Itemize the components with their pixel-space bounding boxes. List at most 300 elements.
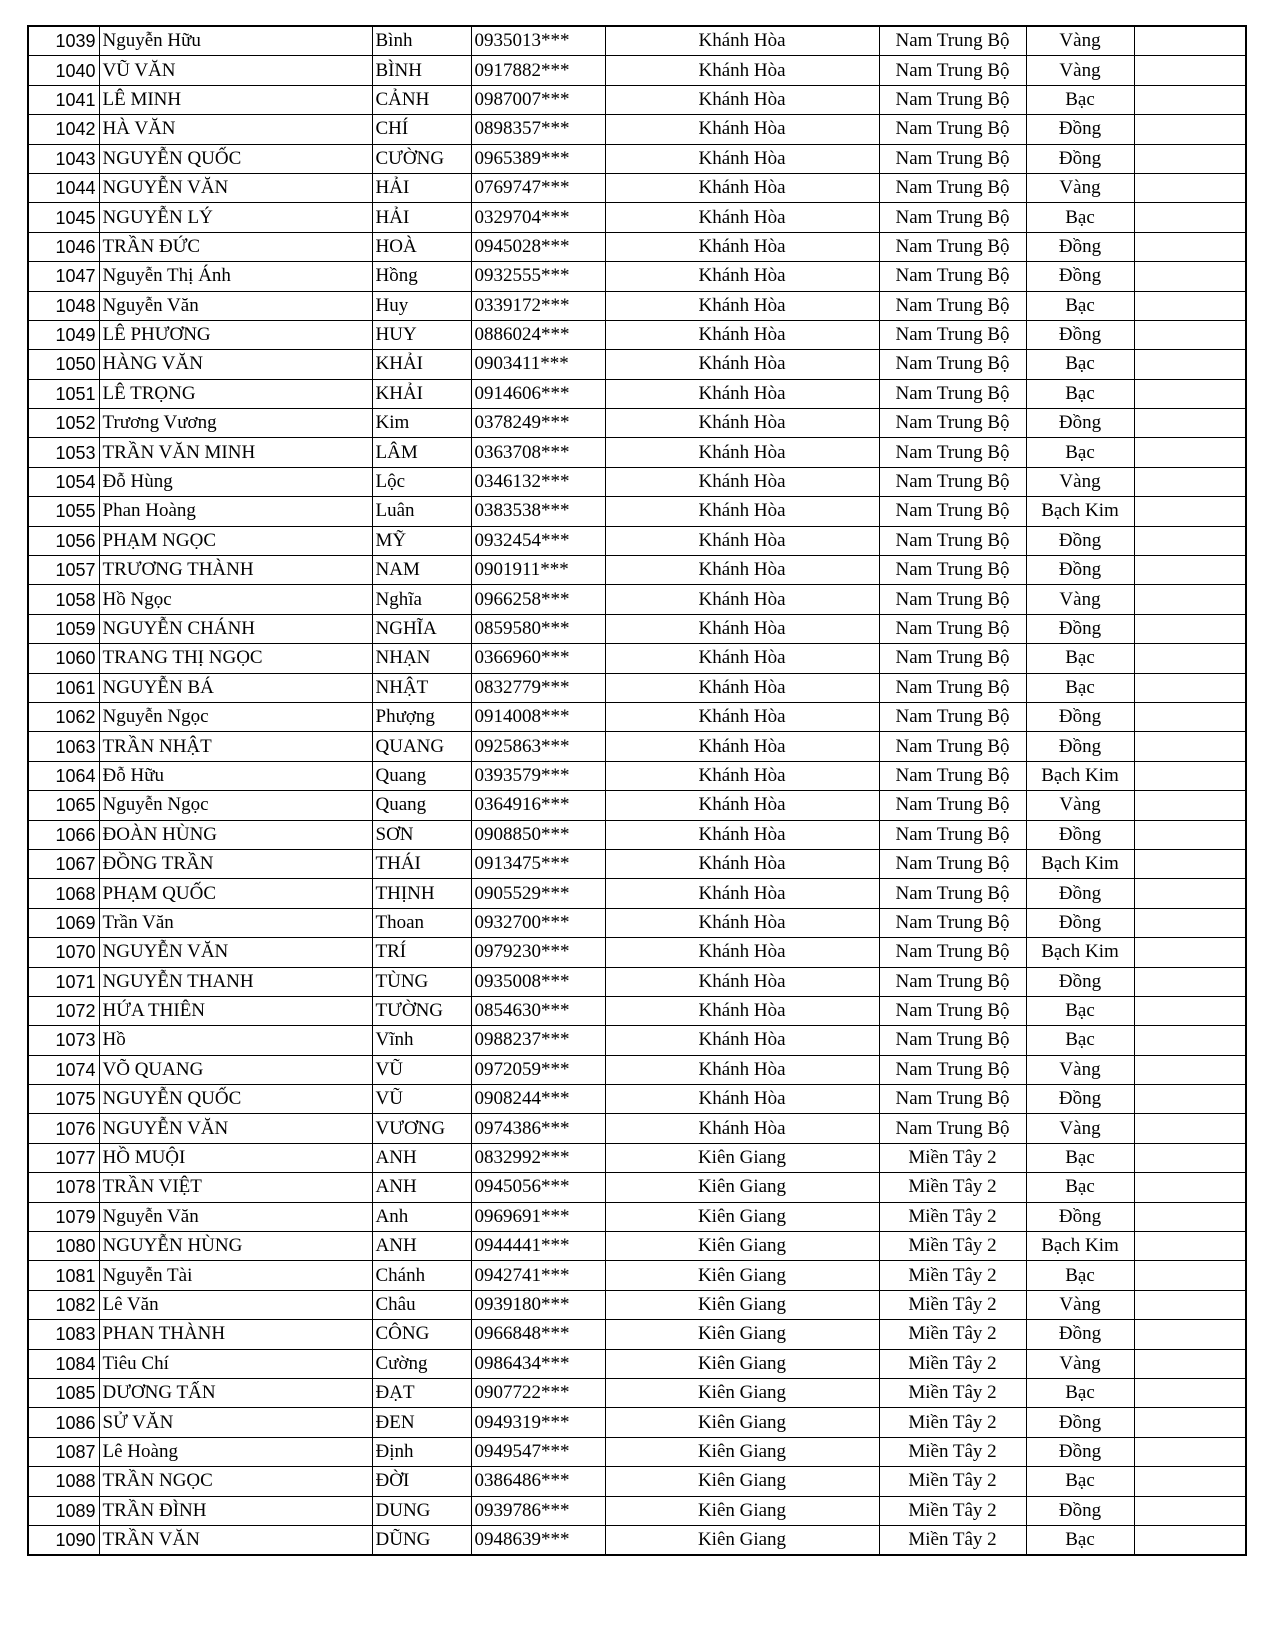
given-name: Phượng	[372, 702, 471, 731]
phone-number: 0949319***	[471, 1408, 605, 1437]
region: Miền Tây 2	[879, 1202, 1026, 1231]
table-row	[28, 879, 1246, 908]
row-number: 1072	[28, 996, 99, 1025]
province: Kiên Giang	[605, 1290, 879, 1319]
region: Nam Trung Bộ	[879, 879, 1026, 908]
tier: Vàng	[1026, 1114, 1134, 1143]
family-middle-name: HÀ VĂN	[99, 115, 372, 144]
phone-number: 0935008***	[471, 967, 605, 996]
province: Khánh Hòa	[605, 585, 879, 614]
province: Kiên Giang	[605, 1437, 879, 1466]
table-row	[28, 1408, 1246, 1437]
table-row	[28, 115, 1246, 144]
row-number: 1081	[28, 1261, 99, 1290]
table-row	[28, 409, 1246, 438]
table-row	[28, 438, 1246, 467]
province: Khánh Hòa	[605, 1055, 879, 1084]
region: Nam Trung Bộ	[879, 526, 1026, 555]
family-middle-name: Nguyễn Văn	[99, 1202, 372, 1231]
row-number: 1055	[28, 497, 99, 526]
note-cell	[1134, 1437, 1246, 1466]
family-middle-name: PHẠM NGỌC	[99, 526, 372, 555]
tier: Vàng	[1026, 1290, 1134, 1319]
given-name: Hồng	[372, 262, 471, 291]
row-number: 1053	[28, 438, 99, 467]
province: Kiên Giang	[605, 1525, 879, 1555]
note-cell	[1134, 1320, 1246, 1349]
note-cell	[1134, 996, 1246, 1025]
family-middle-name: NGUYỄN VĂN	[99, 1114, 372, 1143]
table-row	[28, 967, 1246, 996]
family-middle-name: DƯƠNG TẤN	[99, 1378, 372, 1407]
row-number: 1065	[28, 791, 99, 820]
province: Khánh Hòa	[605, 203, 879, 232]
tier: Bạch Kim	[1026, 938, 1134, 967]
note-cell	[1134, 1496, 1246, 1525]
table-row	[28, 85, 1246, 114]
note-cell	[1134, 320, 1246, 349]
note-cell	[1134, 556, 1246, 585]
family-middle-name: HỨA THIÊN	[99, 996, 372, 1025]
region: Nam Trung Bộ	[879, 791, 1026, 820]
province: Khánh Hòa	[605, 56, 879, 85]
phone-number: 0393579***	[471, 761, 605, 790]
phone-number: 0901911***	[471, 556, 605, 585]
note-cell	[1134, 1055, 1246, 1084]
province: Kiên Giang	[605, 1261, 879, 1290]
note-cell	[1134, 173, 1246, 202]
phone-number: 0898357***	[471, 115, 605, 144]
family-middle-name: VŨ VĂN	[99, 56, 372, 85]
tier: Đồng	[1026, 115, 1134, 144]
table-row	[28, 1114, 1246, 1143]
region: Nam Trung Bộ	[879, 497, 1026, 526]
tier: Bạc	[1026, 1467, 1134, 1496]
province: Khánh Hòa	[605, 879, 879, 908]
note-cell	[1134, 1378, 1246, 1407]
row-number: 1052	[28, 409, 99, 438]
given-name: KHẢI	[372, 350, 471, 379]
province: Khánh Hòa	[605, 644, 879, 673]
roster-table	[27, 25, 1247, 1556]
table-row	[28, 996, 1246, 1025]
region: Nam Trung Bộ	[879, 26, 1026, 56]
province: Khánh Hòa	[605, 938, 879, 967]
table-row	[28, 203, 1246, 232]
family-middle-name: TRƯƠNG THÀNH	[99, 556, 372, 585]
given-name: Quang	[372, 791, 471, 820]
table-row	[28, 849, 1246, 878]
note-cell	[1134, 26, 1246, 56]
tier: Vàng	[1026, 1349, 1134, 1378]
phone-number: 0988237***	[471, 1026, 605, 1055]
region: Miền Tây 2	[879, 1261, 1026, 1290]
table-row	[28, 1026, 1246, 1055]
row-number: 1047	[28, 262, 99, 291]
region: Nam Trung Bộ	[879, 1085, 1026, 1114]
note-cell	[1134, 350, 1246, 379]
row-number: 1086	[28, 1408, 99, 1437]
phone-number: 0986434***	[471, 1349, 605, 1378]
row-number: 1048	[28, 291, 99, 320]
row-number: 1063	[28, 732, 99, 761]
region: Nam Trung Bộ	[879, 467, 1026, 496]
note-cell	[1134, 232, 1246, 261]
tier: Bạc	[1026, 644, 1134, 673]
family-middle-name: SỬ VĂN	[99, 1408, 372, 1437]
province: Khánh Hòa	[605, 379, 879, 408]
table-row	[28, 820, 1246, 849]
note-cell	[1134, 438, 1246, 467]
tier: Vàng	[1026, 467, 1134, 496]
note-cell	[1134, 702, 1246, 731]
note-cell	[1134, 85, 1246, 114]
note-cell	[1134, 1202, 1246, 1231]
region: Nam Trung Bộ	[879, 1114, 1026, 1143]
tier: Vàng	[1026, 56, 1134, 85]
table-row	[28, 908, 1246, 937]
tier: Đồng	[1026, 526, 1134, 555]
given-name: CƯỜNG	[372, 144, 471, 173]
table-row	[28, 526, 1246, 555]
row-number: 1087	[28, 1437, 99, 1466]
phone-number: 0979230***	[471, 938, 605, 967]
phone-number: 0932555***	[471, 262, 605, 291]
region: Miền Tây 2	[879, 1525, 1026, 1555]
province: Khánh Hòa	[605, 173, 879, 202]
row-number: 1090	[28, 1525, 99, 1555]
phone-number: 0905529***	[471, 879, 605, 908]
tier: Đồng	[1026, 1496, 1134, 1525]
family-middle-name: VÕ QUANG	[99, 1055, 372, 1084]
row-number: 1064	[28, 761, 99, 790]
table-row	[28, 232, 1246, 261]
table-row	[28, 1496, 1246, 1525]
row-number: 1069	[28, 908, 99, 937]
region: Nam Trung Bộ	[879, 409, 1026, 438]
table-row	[28, 1437, 1246, 1466]
roster-body	[28, 26, 1246, 1555]
note-cell	[1134, 379, 1246, 408]
phone-number: 0859580***	[471, 614, 605, 643]
province: Kiên Giang	[605, 1496, 879, 1525]
phone-number: 0914606***	[471, 379, 605, 408]
note-cell	[1134, 673, 1246, 702]
row-number: 1076	[28, 1114, 99, 1143]
given-name: MỸ	[372, 526, 471, 555]
region: Nam Trung Bộ	[879, 1055, 1026, 1084]
tier: Vàng	[1026, 791, 1134, 820]
province: Khánh Hòa	[605, 614, 879, 643]
table-row	[28, 1173, 1246, 1202]
given-name: NGHĨA	[372, 614, 471, 643]
row-number: 1045	[28, 203, 99, 232]
family-middle-name: Đỗ Hùng	[99, 467, 372, 496]
phone-number: 0378249***	[471, 409, 605, 438]
given-name: Bình	[372, 26, 471, 56]
region: Nam Trung Bộ	[879, 379, 1026, 408]
province: Kiên Giang	[605, 1173, 879, 1202]
tier: Đồng	[1026, 614, 1134, 643]
given-name: Chánh	[372, 1261, 471, 1290]
given-name: Định	[372, 1437, 471, 1466]
tier: Đồng	[1026, 702, 1134, 731]
phone-number: 0832779***	[471, 673, 605, 702]
region: Nam Trung Bộ	[879, 967, 1026, 996]
phone-number: 0366960***	[471, 644, 605, 673]
tier: Bạc	[1026, 379, 1134, 408]
region: Nam Trung Bộ	[879, 173, 1026, 202]
note-cell	[1134, 1173, 1246, 1202]
given-name: HẢI	[372, 203, 471, 232]
row-number: 1088	[28, 1467, 99, 1496]
phone-number: 0948639***	[471, 1525, 605, 1555]
note-cell	[1134, 1290, 1246, 1319]
phone-number: 0907722***	[471, 1378, 605, 1407]
region: Nam Trung Bộ	[879, 262, 1026, 291]
table-row	[28, 585, 1246, 614]
note-cell	[1134, 1349, 1246, 1378]
phone-number: 0386486***	[471, 1467, 605, 1496]
tier: Đồng	[1026, 1085, 1134, 1114]
province: Khánh Hòa	[605, 967, 879, 996]
region: Nam Trung Bộ	[879, 644, 1026, 673]
note-cell	[1134, 1143, 1246, 1172]
note-cell	[1134, 1261, 1246, 1290]
region: Nam Trung Bộ	[879, 56, 1026, 85]
family-middle-name: Trương Vương	[99, 409, 372, 438]
phone-number: 0965389***	[471, 144, 605, 173]
province: Kiên Giang	[605, 1408, 879, 1437]
family-middle-name: Hồ	[99, 1026, 372, 1055]
note-cell	[1134, 614, 1246, 643]
table-row	[28, 497, 1246, 526]
phone-number: 0939786***	[471, 1496, 605, 1525]
note-cell	[1134, 644, 1246, 673]
province: Khánh Hòa	[605, 702, 879, 731]
table-row	[28, 1467, 1246, 1496]
province: Khánh Hòa	[605, 115, 879, 144]
note-cell	[1134, 144, 1246, 173]
province: Kiên Giang	[605, 1320, 879, 1349]
family-middle-name: NGUYỄN THANH	[99, 967, 372, 996]
given-name: Anh	[372, 1202, 471, 1231]
family-middle-name: Phan Hoàng	[99, 497, 372, 526]
table-row	[28, 1349, 1246, 1378]
family-middle-name: NGUYỄN VĂN	[99, 173, 372, 202]
tier: Bạc	[1026, 438, 1134, 467]
given-name: Nghĩa	[372, 585, 471, 614]
family-middle-name: Nguyễn Ngọc	[99, 702, 372, 731]
tier: Đồng	[1026, 1408, 1134, 1437]
row-number: 1039	[28, 26, 99, 56]
note-cell	[1134, 585, 1246, 614]
tier: Đồng	[1026, 144, 1134, 173]
tier: Bạc	[1026, 1143, 1134, 1172]
table-row	[28, 1055, 1246, 1084]
given-name: KHẢI	[372, 379, 471, 408]
family-middle-name: Lê Văn	[99, 1290, 372, 1319]
province: Khánh Hòa	[605, 1114, 879, 1143]
province: Kiên Giang	[605, 1143, 879, 1172]
row-number: 1073	[28, 1026, 99, 1055]
row-number: 1084	[28, 1349, 99, 1378]
given-name: VŨ	[372, 1055, 471, 1084]
table-row	[28, 1202, 1246, 1231]
table-row	[28, 144, 1246, 173]
province: Kiên Giang	[605, 1467, 879, 1496]
row-number: 1089	[28, 1496, 99, 1525]
tier: Bạc	[1026, 1261, 1134, 1290]
family-middle-name: LÊ MINH	[99, 85, 372, 114]
table-row	[28, 1085, 1246, 1114]
province: Kiên Giang	[605, 1378, 879, 1407]
tier: Đồng	[1026, 908, 1134, 937]
tier: Đồng	[1026, 967, 1134, 996]
row-number: 1066	[28, 820, 99, 849]
tier: Đồng	[1026, 556, 1134, 585]
region: Nam Trung Bộ	[879, 320, 1026, 349]
province: Khánh Hòa	[605, 673, 879, 702]
tier: Bạch Kim	[1026, 761, 1134, 790]
phone-number: 0972059***	[471, 1055, 605, 1084]
note-cell	[1134, 1408, 1246, 1437]
phone-number: 0346132***	[471, 467, 605, 496]
table-row	[28, 26, 1246, 56]
given-name: THÁI	[372, 849, 471, 878]
phone-number: 0966258***	[471, 585, 605, 614]
given-name: ANH	[372, 1232, 471, 1261]
phone-number: 0769747***	[471, 173, 605, 202]
note-cell	[1134, 409, 1246, 438]
row-number: 1079	[28, 1202, 99, 1231]
province: Khánh Hòa	[605, 791, 879, 820]
given-name: TÙNG	[372, 967, 471, 996]
note-cell	[1134, 262, 1246, 291]
tier: Đồng	[1026, 820, 1134, 849]
table-row	[28, 702, 1246, 731]
note-cell	[1134, 761, 1246, 790]
row-number: 1075	[28, 1085, 99, 1114]
phone-number: 0832992***	[471, 1143, 605, 1172]
region: Nam Trung Bộ	[879, 761, 1026, 790]
region: Nam Trung Bộ	[879, 350, 1026, 379]
phone-number: 0903411***	[471, 350, 605, 379]
row-number: 1054	[28, 467, 99, 496]
family-middle-name: TRẦN VIỆT	[99, 1173, 372, 1202]
note-cell	[1134, 115, 1246, 144]
row-number: 1074	[28, 1055, 99, 1084]
tier: Bạc	[1026, 1173, 1134, 1202]
table-row	[28, 1261, 1246, 1290]
phone-number: 0987007***	[471, 85, 605, 114]
note-cell	[1134, 820, 1246, 849]
family-middle-name: NGUYỄN QUỐC	[99, 144, 372, 173]
tier: Bạc	[1026, 1026, 1134, 1055]
given-name: CHÍ	[372, 115, 471, 144]
family-middle-name: TRẦN ĐỨC	[99, 232, 372, 261]
table-row	[28, 732, 1246, 761]
note-cell	[1134, 1085, 1246, 1114]
given-name: ĐỜI	[372, 1467, 471, 1496]
given-name: VƯƠNG	[372, 1114, 471, 1143]
note-cell	[1134, 791, 1246, 820]
province: Khánh Hòa	[605, 438, 879, 467]
region: Nam Trung Bộ	[879, 614, 1026, 643]
row-number: 1060	[28, 644, 99, 673]
given-name: THỊNH	[372, 879, 471, 908]
tier: Đồng	[1026, 409, 1134, 438]
phone-number: 0945028***	[471, 232, 605, 261]
province: Khánh Hòa	[605, 26, 879, 56]
province: Khánh Hòa	[605, 291, 879, 320]
row-number: 1046	[28, 232, 99, 261]
given-name: DUNG	[372, 1496, 471, 1525]
province: Kiên Giang	[605, 1232, 879, 1261]
table-row	[28, 262, 1246, 291]
row-number: 1042	[28, 115, 99, 144]
tier: Đồng	[1026, 732, 1134, 761]
family-middle-name: ĐOÀN HÙNG	[99, 820, 372, 849]
note-cell	[1134, 497, 1246, 526]
province: Khánh Hòa	[605, 526, 879, 555]
province: Khánh Hòa	[605, 849, 879, 878]
region: Miền Tây 2	[879, 1349, 1026, 1378]
given-name: Huy	[372, 291, 471, 320]
province: Khánh Hòa	[605, 232, 879, 261]
phone-number: 0969691***	[471, 1202, 605, 1231]
region: Nam Trung Bộ	[879, 820, 1026, 849]
phone-number: 0914008***	[471, 702, 605, 731]
tier: Bạc	[1026, 203, 1134, 232]
phone-number: 0939180***	[471, 1290, 605, 1319]
row-number: 1051	[28, 379, 99, 408]
tier: Bạc	[1026, 673, 1134, 702]
phone-number: 0917882***	[471, 56, 605, 85]
family-middle-name: Trần Văn	[99, 908, 372, 937]
note-cell	[1134, 203, 1246, 232]
given-name: LÂM	[372, 438, 471, 467]
family-middle-name: LÊ TRỌNG	[99, 379, 372, 408]
region: Miền Tây 2	[879, 1408, 1026, 1437]
family-middle-name: NGUYỄN HÙNG	[99, 1232, 372, 1261]
family-middle-name: Hồ Ngọc	[99, 585, 372, 614]
region: Miền Tây 2	[879, 1496, 1026, 1525]
row-number: 1071	[28, 967, 99, 996]
table-row	[28, 556, 1246, 585]
given-name: VŨ	[372, 1085, 471, 1114]
family-middle-name: PHAN THÀNH	[99, 1320, 372, 1349]
family-middle-name: ĐỒNG TRẦN	[99, 849, 372, 878]
table-row	[28, 791, 1246, 820]
phone-number: 0974386***	[471, 1114, 605, 1143]
province: Khánh Hòa	[605, 497, 879, 526]
region: Nam Trung Bộ	[879, 85, 1026, 114]
table-row	[28, 173, 1246, 202]
row-number: 1044	[28, 173, 99, 202]
given-name: Lộc	[372, 467, 471, 496]
table-row	[28, 1232, 1246, 1261]
region: Nam Trung Bộ	[879, 849, 1026, 878]
region: Nam Trung Bộ	[879, 556, 1026, 585]
row-number: 1083	[28, 1320, 99, 1349]
region: Nam Trung Bộ	[879, 438, 1026, 467]
phone-number: 0886024***	[471, 320, 605, 349]
tier: Bạc	[1026, 85, 1134, 114]
province: Kiên Giang	[605, 1349, 879, 1378]
region: Nam Trung Bộ	[879, 203, 1026, 232]
region: Nam Trung Bộ	[879, 702, 1026, 731]
